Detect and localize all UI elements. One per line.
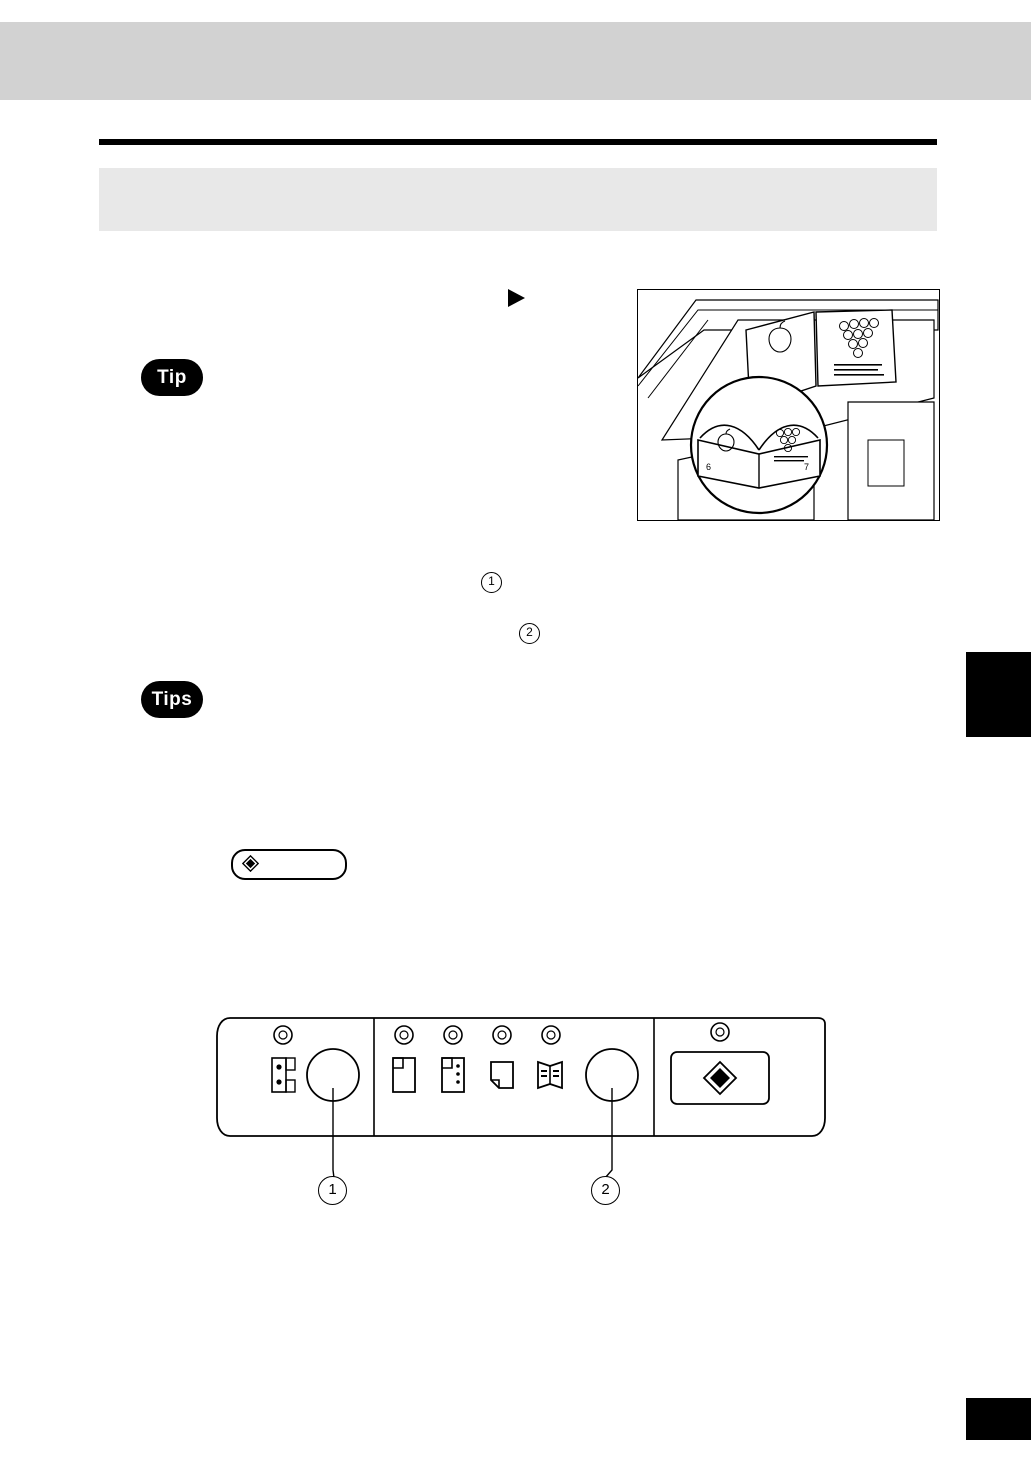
- copier-control-panel-diagram: [216, 1010, 826, 1225]
- svg-text:7: 7: [804, 462, 810, 472]
- panel-callout-one: 1: [318, 1176, 347, 1205]
- page-header-band: [0, 22, 1031, 100]
- step-number-two: 2: [519, 623, 540, 644]
- panel-callout-two: 2: [591, 1176, 620, 1205]
- start-diamond-icon: [242, 855, 259, 872]
- start-button-chip: [231, 849, 347, 880]
- header-rule: [99, 139, 937, 145]
- tips-callout-badge: [141, 681, 203, 718]
- book-on-platen-photo: [637, 289, 940, 521]
- tip-callout-badge: [141, 359, 203, 396]
- tips-callout-label: Tips: [151, 688, 193, 710]
- svg-text:6: 6: [706, 462, 712, 472]
- step-number-one: 1: [481, 572, 502, 593]
- page-corner-tab: [966, 1398, 1031, 1440]
- triangle-marker-icon: [508, 289, 525, 307]
- tip-callout-label: Tip: [157, 366, 187, 388]
- chapter-thumb-index-tab: [966, 652, 1031, 737]
- subtitle-band: [99, 168, 937, 231]
